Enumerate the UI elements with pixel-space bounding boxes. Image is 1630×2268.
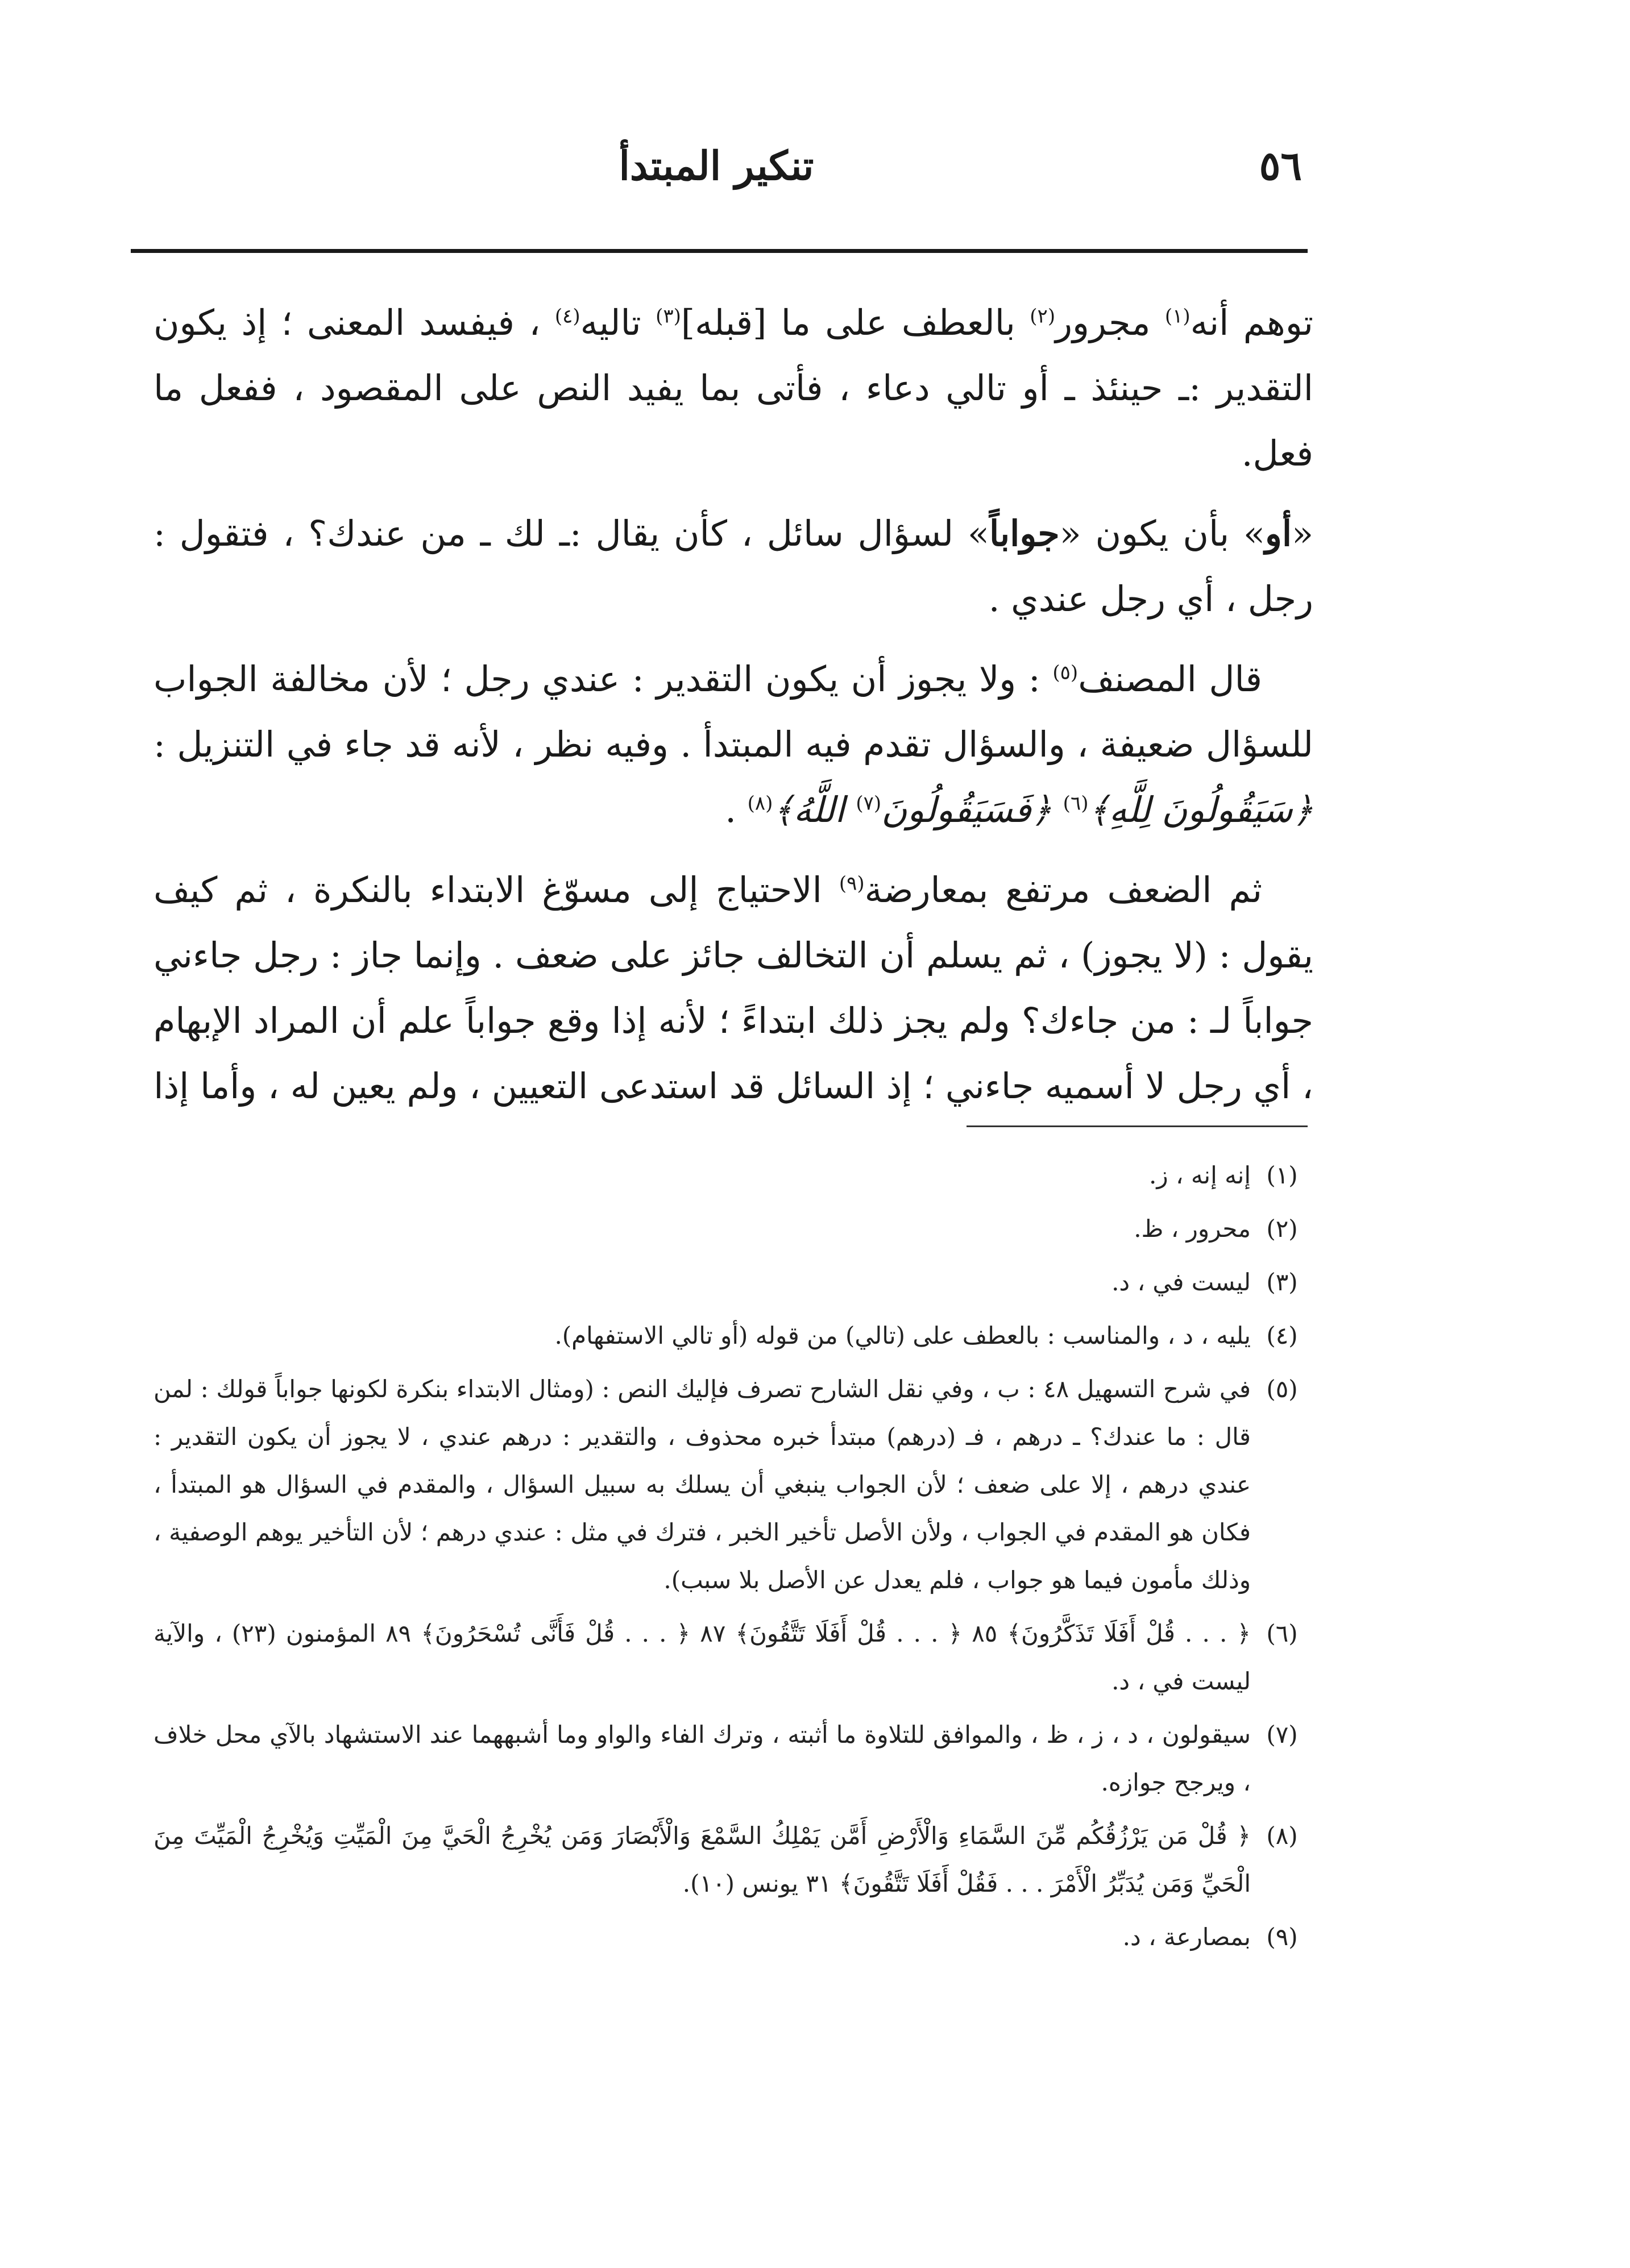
keyword-aw: أو [1264, 513, 1292, 554]
footnotes [154, 1148, 1313, 1967]
quran-verse-3: اللَّهُ﴾ [773, 789, 856, 830]
footnote-item [154, 1711, 1313, 1806]
footnote-number: (٧) [1266, 1721, 1298, 1748]
footnote-item [154, 1152, 1313, 1199]
footnote-item [154, 1913, 1313, 1961]
footnote-number: (٩) [1266, 1923, 1298, 1951]
page-header [131, 142, 1302, 205]
footnote-number: (٤) [1266, 1322, 1298, 1349]
footnote-number: (٥) [1266, 1375, 1298, 1403]
paragraph-1: توهم أنه$^{(١)}$ مجرور$^{(٢)}$ بالعطف على ما [قبله]$^{(٣)}$ تاليه$^{(٤)}$ ، فيفسد المعنى ؛ إذ يكون التقدير :ـ حينئذ ـ أو تالي دعاء ، فأتى بما يفيد النص على المقصود ، ففعل ما فعل. [154, 302, 1313, 474]
footnote-item [154, 1205, 1313, 1253]
footnote-text: ﴿ قُلْ مَن يَرْزُقُكُم مِّنَ السَّمَاءِ وَالْأَرْضِ أَمَّن يَمْلِكُ السَّمْعَ وَالْأَبْصَارَ وَمَن يُخْرِجُ الْحَيَّ مِنَ الْمَيِّتِ وَيُخْرِجُ الْمَيِّتَ مِنَ الْحَيِّ وَمَن يُدَبِّرُ الْأَمْرَ . . . فَقُلْ أَفَلَا تَتَّقُونَ﴾ ٣١ يونس (١٠). [154, 1822, 1251, 1897]
paragraph-4: ثم الضعف مرتفع بمعارضة$^{(٩)}$ الاحتياج إلى مسوّغ الابتداء بالنكرة ، ثم كيف يقول : (لا يجوز) ، ثم يسلم أن التخالف جائز على ضعف . وإنما جاز : رجل جاءني جواباً لـ : من جاءك؟ ولم يجز ذلك ابتداءً ؛ لأنه إذا وقع جواباً علم أن المراد الإبهام ، أي رجل لا أسميه جاءني ؛ إذ السائل قد استدعى التعيين ، ولم يعين له ، وأما إذا [154, 869, 1313, 1107]
footnote-number: (٨) [1266, 1822, 1298, 1850]
footnote-text: ﴿ . . . قُلْ أَفَلَا تَذَكَّرُونَ﴾ ٨٥ ﴿ . . . قُلْ أَفَلَا تَتَّقُونَ﴾ ٨٧ ﴿ . . . قُلْ فَأَنَّى تُسْحَرُونَ﴾ ٨٩ المؤمنون (٢٣) ، والآية ليست في ، د. [154, 1619, 1251, 1695]
footnote-text: ليست في ، د. [1111, 1268, 1251, 1296]
footnote-ref-1[interactable]: (١) [1164, 305, 1191, 328]
footnote-item [154, 1258, 1313, 1306]
footnote-item [154, 1812, 1313, 1908]
page-title: تنكير المبتدأ [619, 142, 814, 189]
footnote-number: (٦) [1266, 1619, 1298, 1647]
footnote-ref-6[interactable]: (٦) [1063, 792, 1089, 815]
header-rule [131, 249, 1308, 253]
footnote-ref-8[interactable]: (٨) [747, 792, 773, 815]
footnote-ref-4[interactable]: (٤) [554, 305, 580, 328]
footnote-text: محرور ، ظ. [1134, 1215, 1251, 1243]
footnote-ref-2[interactable]: (٢) [1030, 305, 1056, 328]
footnote-ref-7[interactable]: (٧) [856, 792, 882, 815]
footnote-text: بمصارعة ، د. [1122, 1923, 1251, 1951]
footnote-item [154, 1365, 1313, 1604]
footnote-separator [967, 1125, 1308, 1127]
footnote-number: (٣) [1266, 1268, 1298, 1296]
keyword-jawaban: جواباً [989, 513, 1060, 554]
footnote-ref-5[interactable]: (٥) [1052, 661, 1079, 684]
footnote-ref-3[interactable]: (٣) [656, 305, 681, 328]
footnote-item [154, 1312, 1313, 1360]
footnote-text: إنه إنه ، ز. [1149, 1161, 1251, 1189]
footnote-text: يليه ، د ، والمناسب : بالعطف على (تالي) من قوله (أو تالي الاستفهام). [554, 1322, 1251, 1349]
footnote-ref-9[interactable]: (٩) [839, 872, 865, 895]
paragraph-3: قال المصنف$^{(٥)}$ : ولا يجوز أن يكون التقدير : عندي رجل ؛ لأن مخالفة الجواب للسؤال ضعيفة ، والسؤال تقدم فيه المبتدأ . وفيه نظر ، لأنه قد جاء في التنزيل : ﴿سَيَقُولُونَ لِلَّهِ﴾$^{(٦)}$ ﴿فَسَيَقُولُونَ$^{(٧)}$ اللَّهُ﴾$^{(٨)}$ . [154, 658, 1313, 830]
quran-verse-1: ﴿سَيَقُولُونَ لِلَّهِ﴾ [1088, 789, 1313, 830]
page-number: ٥٦ [1259, 142, 1302, 189]
footnote-item [154, 1610, 1313, 1705]
quran-verse-2: ﴿فَسَيَقُولُونَ [881, 789, 1063, 830]
paragraph-2: «أو» بأن يكون «جواباً» لسؤال سائل ، كأن يقال :ـ لك ـ من عندك؟ ، فتقول : رجل ، أي رجل عندي . [154, 513, 1313, 620]
footnote-text: سيقولون ، د ، ز ، ظ ، والموافق للتلاوة ما أثبته ، وترك الفاء والواو وما أشبههما عند الاستشهاد بالآي محل خلاف ، ويرجح جوازه. [154, 1721, 1251, 1796]
footnote-number: (٢) [1266, 1215, 1298, 1243]
main-text [154, 290, 1313, 1133]
footnote-text: في شرح التسهيل ٤٨ : ب ، وفي نقل الشارح تصرف فإليك النص : (ومثال الابتداء بنكرة لكونها جواباً قولك : لمن قال : ما عندك؟ ـ درهم ، فـ (درهم) مبتدأ خبره محذوف ، والتقدير : درهم عندي ، لا يجوز أن يكون التقدير : عندي درهم ، إلا على ضعف ؛ لأن الجواب ينبغي أن يسلك به سبيل السؤال ، والمقدم في السؤال هو المبتدأ ، فكان هو المقدم في الجواب ، ولأن الأصل تأخير الخبر ، فترك في مثل : عندي درهم ؛ لأن التأخير يوهم الوصفية ، وذلك مأمون فيما هو جواب ، فلم يعدل عن الأصل بلا سبب). [154, 1375, 1251, 1594]
footnote-number: (١) [1266, 1161, 1298, 1189]
